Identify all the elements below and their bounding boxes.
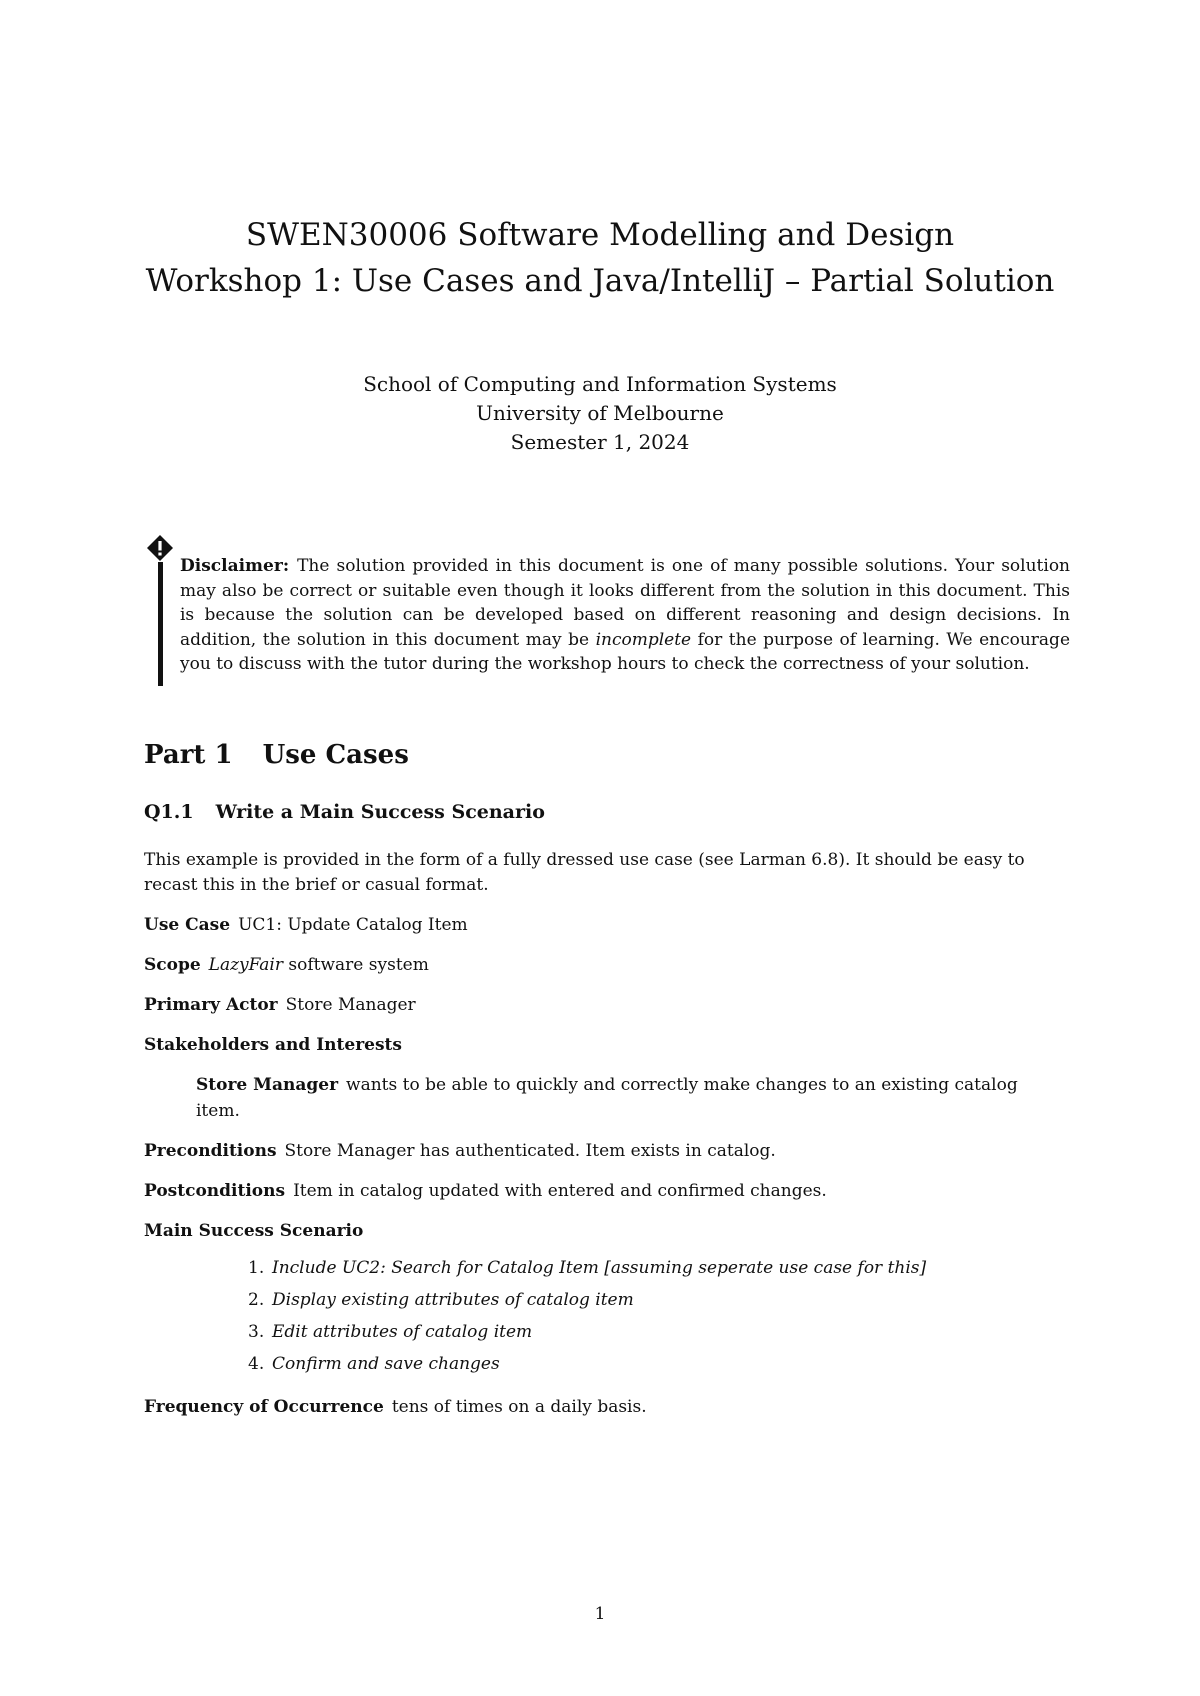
question-title: Write a Main Success Scenario [215,801,545,823]
affiliation [0,370,1200,457]
stakeholders-label: Stakeholders and Interests [144,1035,402,1055]
postconditions-value: Item in catalog updated with entered and confirmed changes. [293,1181,827,1201]
disclaimer-text [180,554,1070,677]
scope-label: Scope [144,955,201,975]
preconditions-label: Preconditions [144,1141,277,1161]
list-item [248,1316,1064,1348]
mss-field [144,1218,1064,1244]
step-text: Display existing attributes of catalog item [272,1290,634,1310]
stakeholder-entry [196,1072,1064,1124]
school-name: School of Computing and Information Systems [363,372,837,396]
title-line-1: SWEN30006 Software Modelling and Design [245,217,955,253]
question-heading [144,798,1064,826]
scope-field [144,952,1064,978]
mss-label: Main Success Scenario [144,1221,364,1241]
primary-actor-field [144,992,1064,1018]
step-text: Include UC2: Search for Catalog Item [assuming seperate use case for this] [272,1258,927,1278]
page-number: 1 [594,1604,606,1624]
disclaimer-body-1: The solution provided in this document is one of many possible solutions. Your solution may also be correct or suitable even though it looks different from the solution in this document. This is because the solution can be developed based on different reasoning and design decisions. In addition, the solution in this document may be [180,556,1070,650]
stakeholder-interest: wants to be able to quickly and correctly make changes to an existing catalog item. [196,1075,1018,1121]
step-text: Confirm and save changes [272,1354,500,1374]
university-name: University of Melbourne [476,401,724,425]
list-item [248,1252,1064,1284]
disclaimer-box [144,534,1070,686]
disclaimer-label: Disclaimer: [180,556,290,576]
postconditions-label: Postconditions [144,1181,286,1201]
postconditions-field [144,1178,1064,1204]
disclaimer-bar [158,562,163,686]
step-number: 4. [248,1354,265,1374]
stakeholder-name: Store Manager [196,1075,339,1095]
part-number: Part 1 [144,740,233,770]
preconditions-value: Store Manager has authenticated. Item exists in catalog. [284,1141,776,1161]
main-content [144,738,1064,1420]
step-number: 1. [248,1258,265,1278]
use-case-label: Use Case [144,915,231,935]
semester: Semester 1, 2024 [510,430,690,454]
part-title: Use Cases [262,740,409,770]
primary-actor-value: Store Manager [285,995,416,1015]
frequency-label: Frequency of Occurrence [144,1397,384,1417]
question-number: Q1.1 [144,801,194,823]
part-heading [144,738,1064,772]
list-item [248,1348,1064,1380]
title-line-2: Workshop 1: Use Cases and Java/IntelliJ – Partial Solution [145,263,1055,299]
stakeholders-field [144,1032,1064,1058]
scope-value: software system [283,955,429,975]
step-number: 2. [248,1290,265,1310]
mss-steps [144,1252,1064,1380]
use-case-field [144,912,1064,938]
frequency-value: tens of times on a daily basis. [391,1397,647,1417]
step-text: Edit attributes of catalog item [272,1322,533,1342]
intro-paragraph: This example is provided in the form of a fully dressed use case (see Larman 6.8). It should be easy to recast this in the brief or casual format. [144,850,1025,895]
frequency-field [144,1394,1064,1420]
preconditions-field [144,1138,1064,1164]
disclaimer-body-2: for the purpose of learning. We encourage you to discuss with the tutor during the workshop hours to check the correctness of your solution. [180,629,1070,674]
step-number: 3. [248,1322,265,1342]
warning-diamond-icon [146,534,174,562]
document-title [0,212,1200,304]
disclaimer-emphasis: incomplete [595,629,692,650]
list-item [248,1284,1064,1316]
primary-actor-label: Primary Actor [144,995,278,1015]
scope-system-name: LazyFair [208,955,283,975]
use-case-value: UC1: Update Catalog Item [238,915,468,935]
